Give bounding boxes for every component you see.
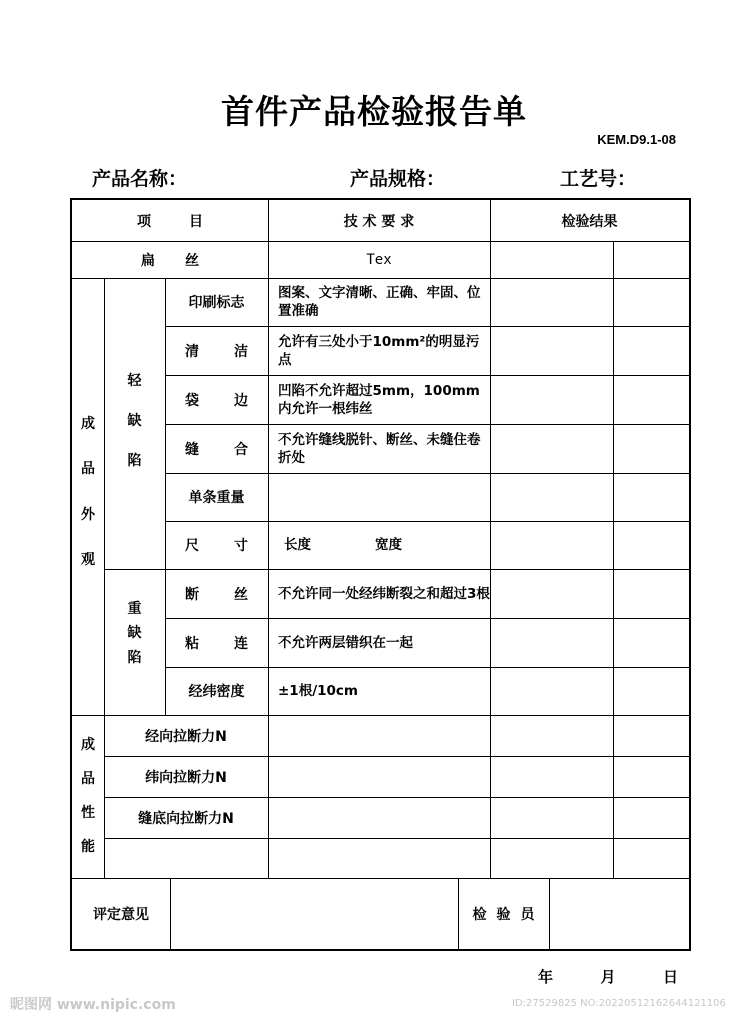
process-no-label: 工艺号：	[560, 168, 637, 190]
header-result: 检验结果	[561, 213, 618, 230]
cleanliness-requirement: 允许有三处小于10mm²的明显污点	[278, 333, 480, 368]
bag-edge-label	[165, 375, 268, 424]
label-char: 成	[81, 737, 95, 753]
seam-tensile-label: 缝底向拉断力N	[138, 810, 234, 827]
label-char: 合	[234, 441, 248, 458]
label-char: 扁	[141, 252, 155, 269]
label-char: 外	[81, 506, 95, 523]
col-divider	[170, 878, 171, 949]
performance-label	[72, 720, 104, 870]
label-char: 陷	[127, 453, 142, 469]
inspection-table	[70, 198, 691, 951]
document-number: KEM.D9.1-08	[597, 132, 676, 147]
header-item-char: 目	[189, 213, 203, 230]
broken-wire-requirement: 不允许同一处经纬断裂之和超过3根	[278, 585, 490, 602]
print-mark-requirement: 图案、文字清晰、正确、牢固、位置准确	[278, 285, 481, 319]
length-label: 长度	[284, 537, 311, 553]
label-char: 重	[127, 600, 142, 617]
label-char: 员	[520, 906, 535, 923]
page-title: 首件产品检验报告单	[221, 92, 527, 131]
col-divider	[549, 878, 550, 949]
label-char: 丝	[234, 586, 248, 603]
label-char: 缝	[185, 441, 199, 458]
label-char: 清	[185, 343, 199, 360]
flat-wire-label	[72, 241, 268, 278]
inspector-label	[458, 878, 549, 949]
col-divider	[613, 241, 614, 878]
label-char: 连	[234, 635, 248, 652]
label-char: 粘	[185, 635, 199, 652]
label-char: 性	[81, 805, 95, 821]
label-char: 观	[81, 551, 95, 568]
label-char: 品	[81, 461, 95, 478]
product-spec-label: 产品规格：	[350, 168, 446, 190]
unit-weight-label: 单条重量	[188, 490, 245, 506]
month-label: 月	[600, 968, 616, 986]
day-label: 日	[662, 968, 678, 986]
blank-performance-label	[104, 838, 268, 878]
warp-tensile-label: 经向拉断力N	[145, 728, 227, 745]
label-char: 陷	[127, 649, 142, 666]
label-char: 验	[496, 906, 511, 923]
size-requirement	[268, 521, 490, 569]
weft-tensile-label: 纬向拉断力N	[145, 769, 227, 786]
label-char: 品	[81, 771, 95, 787]
header-item	[72, 200, 268, 241]
size-label	[165, 521, 268, 569]
cleanliness-label	[165, 326, 268, 375]
broken-wire-label	[165, 569, 268, 618]
label-char: 缺	[127, 413, 142, 429]
label-char: 能	[81, 839, 95, 855]
watermark-left: 昵图网 www.nipic.com	[10, 997, 176, 1013]
seam-label	[165, 424, 268, 473]
label-char: 丝	[185, 252, 199, 269]
major-defect-label	[104, 593, 165, 671]
label-char: 袋	[185, 392, 199, 409]
year-label: 年	[538, 968, 554, 986]
header-item-char: 项	[137, 213, 151, 230]
width-label: 宽度	[375, 537, 402, 553]
adhesion-label	[165, 618, 268, 667]
unit-weight-requirement	[268, 473, 490, 521]
flat-wire-requirement: Tex	[366, 251, 392, 268]
label-char: 断	[185, 586, 199, 603]
label-char: 洁	[234, 343, 248, 360]
minor-defect-label	[104, 350, 165, 490]
density-requirement: ±1根/10cm	[278, 683, 358, 699]
print-mark-label: 印刷标志	[188, 295, 245, 311]
seam-requirement: 不允许缝线脱针、断丝、未缝住卷折处	[278, 431, 481, 466]
product-name-label: 产品名称：	[92, 168, 188, 190]
label-char: 检	[472, 906, 487, 923]
label-char: 尺	[185, 538, 199, 554]
adhesion-requirement: 不允许两层错织在一起	[278, 634, 413, 651]
col-divider	[490, 200, 491, 878]
opinion-label: 评定意见	[93, 906, 149, 923]
label-char: 寸	[234, 538, 248, 554]
label-char: 成	[81, 416, 95, 433]
label-char: 缺	[127, 625, 142, 641]
label-char: 轻	[127, 373, 142, 389]
header-requirement: 技 术 要 求	[343, 213, 415, 230]
bag-edge-requirement: 凹陷不允许超过5mm，100mm内允许一根纬丝	[278, 382, 480, 417]
appearance-label	[72, 388, 104, 594]
watermark-right: ID:27529825 NO:20220512162644121106	[512, 998, 726, 1009]
density-label: 经纬密度	[188, 684, 245, 700]
label-char: 边	[234, 392, 248, 409]
date-line	[538, 966, 678, 987]
